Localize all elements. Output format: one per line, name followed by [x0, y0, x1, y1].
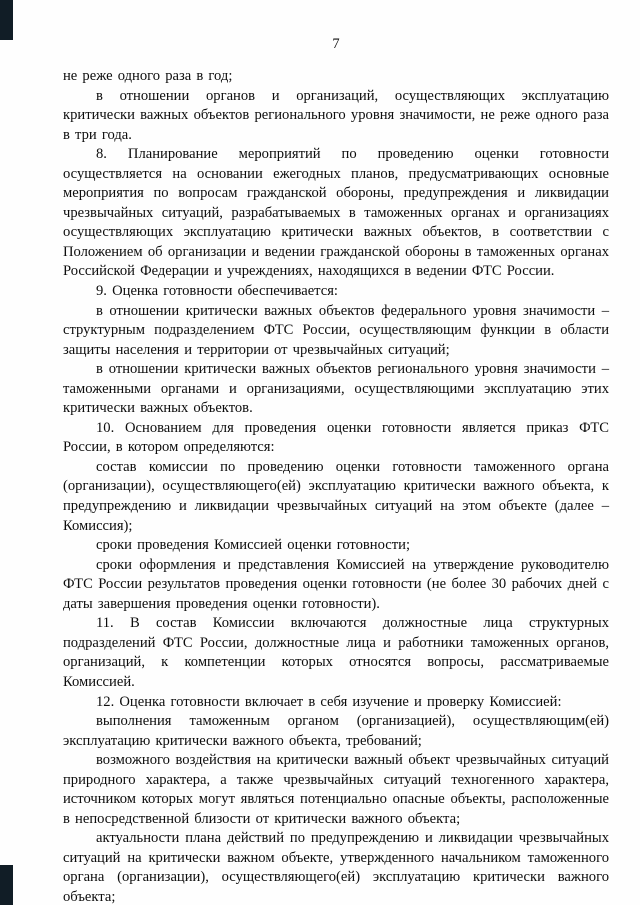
document-paragraph: в отношении критически важных объектов регионального уровня значимости – таможенными органами и организациями, осуществляющими эксплуатацию этих критически важных объектов. — [63, 361, 609, 417]
scan-mark-top-left — [0, 0, 13, 40]
page-number: 7 — [332, 36, 340, 52]
document-paragraph: 12. Оценка готовности включает в себя изучение и проверку Комиссией: — [96, 693, 562, 710]
document-body — [63, 67, 609, 905]
document-paragraph: в отношении органов и организаций, осуществляющих эксплуатацию критически важных объектов регионального уровня значимости, не реже одного раза в три года. — [63, 87, 609, 143]
document-paragraph: возможного воздействия на критически важный объект чрезвычайных ситуаций природного характера, а также чрезвычайных ситуаций техногенного характера, источником которых могут являться потенциально опасные объекты, расположенные в непосредственной близости от критически важного объекта; — [63, 752, 609, 827]
document-paragraph: 9. Оценка готовности обеспечивается: — [96, 283, 338, 300]
page-content — [63, 36, 609, 905]
document-paragraph: состав комиссии по проведению оценки готовности таможенного органа (организации), осуществляющего(ей) эксплуатацию критически важного объекта, к предупреждению и ликвидации чрезвычайных ситуаций на этом объекте (далее – Комиссия); — [63, 458, 609, 534]
document-paragraph: в отношении критически важных объектов федерального уровня значимости – структурным подразделением ФТС России, осуществляющим функции в области защиты населения и территории от чрезвычайных ситуаций; — [63, 302, 609, 358]
document-paragraph: выполнения таможенным органом (организацией), осуществляющим(ей) эксплуатацию критически важного объекта, требований; — [63, 713, 609, 749]
document-paragraph: актуальности плана действий по предупреждению и ликвидации чрезвычайных ситуаций на критически важном объекте, утвержденного начальником таможенного органа (организации), осуществляющего(ей) эксплуатацию критически важного объекта; — [63, 830, 609, 905]
scan-mark-bottom-left — [0, 865, 13, 905]
document-paragraph: 8. Планирование мероприятий по проведению оценки готовности осуществляется на основании ежегодных планов, предусматривающих основные мероприятия по вопросам гражданской обороны, предупреждения и ликвидации чрезвычайных ситуаций, разрабатываемых в таможенных органах и организациях осуществляющих эксплуатацию критически важных объектов, в соответствии с Положением об организации и ведении гражданской обороны в таможенных органах Российской Федерации и учреждениях, находящихся в ведении ФТС России. — [63, 146, 609, 280]
document-paragraph: сроки оформления и представления Комиссией на утверждение руководителю ФТС России результатов проведения оценки готовности (не более 30 рабочих дней с даты завершения проведения оценки готовности). — [63, 556, 609, 612]
document-paragraph: сроки проведения Комиссией оценки готовности; — [96, 537, 411, 554]
document-paragraph: 11. В состав Комиссии включаются должностные лица структурных подразделений ФТС России, должностные лица и работники таможенных органов, организаций, к компетенции которых относятся вопросы, рассматриваемые Комиссией. — [63, 615, 609, 690]
document-paragraph: 10. Основанием для проведения оценки готовности является приказ ФТС России, в котором определяются: — [63, 419, 609, 456]
document-paragraph: не реже одного раза в год; — [63, 68, 233, 84]
